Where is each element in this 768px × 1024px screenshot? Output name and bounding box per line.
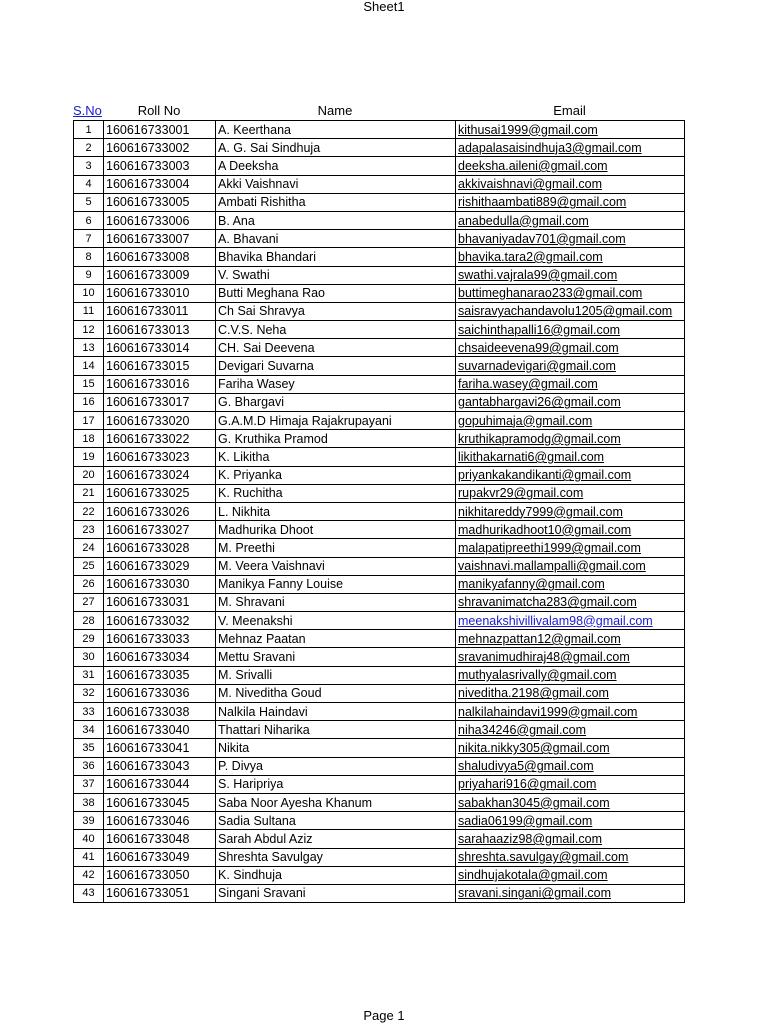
email-cell bbox=[456, 502, 685, 520]
sno-cell: 32 bbox=[74, 684, 104, 702]
name-cell: Bhavika Bhandari bbox=[216, 248, 456, 266]
roll-no-cell: 160616733001 bbox=[104, 121, 216, 139]
roll-no-cell: 160616733036 bbox=[104, 684, 216, 702]
email-cell bbox=[456, 375, 685, 393]
name-cell: A Deeksha bbox=[216, 157, 456, 175]
table-row bbox=[74, 557, 685, 575]
email-link[interactable]: shaludivya5@gmail.com bbox=[458, 759, 594, 774]
email-cell bbox=[456, 357, 685, 375]
email-link[interactable]: likithakarnati6@gmail.com bbox=[458, 449, 605, 464]
table-row bbox=[74, 393, 685, 411]
email-cell bbox=[456, 793, 685, 811]
email-link[interactable]: rupakvr29@gmail.com bbox=[458, 486, 584, 501]
email-cell bbox=[456, 812, 685, 830]
email-link[interactable]: meenakshivillivalam98@gmail.com bbox=[458, 613, 653, 628]
email-link[interactable]: madhurikadhoot10@gmail.com bbox=[458, 522, 632, 537]
sno-cell: 13 bbox=[74, 339, 104, 357]
column-header-name: Name bbox=[317, 103, 353, 118]
name-cell: Ch Sai Shravya bbox=[216, 302, 456, 320]
sno-cell: 27 bbox=[74, 593, 104, 611]
name-cell: C.V.S. Neha bbox=[216, 321, 456, 339]
email-cell bbox=[456, 284, 685, 302]
table-row bbox=[74, 412, 685, 430]
sno-cell: 20 bbox=[74, 466, 104, 484]
sno-cell: 12 bbox=[74, 321, 104, 339]
sno-cell: 15 bbox=[74, 375, 104, 393]
email-link[interactable]: sadia06199@gmail.com bbox=[458, 813, 593, 828]
email-cell bbox=[456, 739, 685, 757]
name-cell: Singani Sravani bbox=[216, 884, 456, 902]
email-cell bbox=[456, 430, 685, 448]
email-cell bbox=[456, 175, 685, 193]
email-cell bbox=[456, 230, 685, 248]
table-row bbox=[74, 648, 685, 666]
sno-cell: 25 bbox=[74, 557, 104, 575]
name-cell: Sadia Sultana bbox=[216, 812, 456, 830]
name-cell: Manikya Fanny Louise bbox=[216, 575, 456, 593]
email-cell bbox=[456, 266, 685, 284]
table-row bbox=[74, 139, 685, 157]
name-cell: G. Bhargavi bbox=[216, 393, 456, 411]
email-link[interactable]: saichinthapalli16@gmail.com bbox=[458, 322, 621, 337]
email-cell bbox=[456, 666, 685, 684]
sno-cell: 40 bbox=[74, 830, 104, 848]
email-link[interactable]: sarahaaziz98@gmail.com bbox=[458, 831, 603, 846]
email-link[interactable]: chsaideevena99@gmail.com bbox=[458, 340, 619, 355]
roll-no-cell: 160616733014 bbox=[104, 339, 216, 357]
sno-cell: 37 bbox=[74, 775, 104, 793]
email-link[interactable]: mehnazpattan12@gmail.com bbox=[458, 631, 621, 646]
roll-no-cell: 160616733026 bbox=[104, 502, 216, 520]
name-cell: S. Haripriya bbox=[216, 775, 456, 793]
roll-no-cell: 160616733051 bbox=[104, 884, 216, 902]
email-cell bbox=[456, 757, 685, 775]
table-row bbox=[74, 830, 685, 848]
column-header-sno[interactable]: S.No bbox=[73, 103, 102, 118]
table-row bbox=[74, 375, 685, 393]
email-link[interactable]: manikyafanny@gmail.com bbox=[458, 577, 605, 592]
table-row bbox=[74, 339, 685, 357]
name-cell: Mettu Sravani bbox=[216, 648, 456, 666]
roll-no-cell: 160616733009 bbox=[104, 266, 216, 284]
email-link[interactable]: shravanimatcha283@gmail.com bbox=[458, 595, 637, 610]
name-cell: K. Priyanka bbox=[216, 466, 456, 484]
sno-cell: 10 bbox=[74, 284, 104, 302]
sno-cell: 26 bbox=[74, 575, 104, 593]
table-row bbox=[74, 884, 685, 902]
column-header-roll-no: Roll No bbox=[137, 103, 181, 118]
email-cell bbox=[456, 339, 685, 357]
name-cell: Thattari Niharika bbox=[216, 721, 456, 739]
table-row bbox=[74, 302, 685, 320]
roll-no-cell: 160616733028 bbox=[104, 539, 216, 557]
table-row bbox=[74, 175, 685, 193]
name-cell: A. G. Sai Sindhuja bbox=[216, 139, 456, 157]
roll-no-cell: 160616733002 bbox=[104, 139, 216, 157]
table-row bbox=[74, 848, 685, 866]
table-row bbox=[74, 430, 685, 448]
email-cell bbox=[456, 302, 685, 320]
name-cell: K. Ruchitha bbox=[216, 484, 456, 502]
email-cell bbox=[456, 121, 685, 139]
roll-no-cell: 160616733016 bbox=[104, 375, 216, 393]
name-cell: Madhurika Dhoot bbox=[216, 521, 456, 539]
table-row bbox=[74, 211, 685, 229]
email-link[interactable]: saisravyachandavolu1205@gmail.com bbox=[458, 304, 673, 319]
name-cell: Nalkila Haindavi bbox=[216, 703, 456, 721]
email-cell bbox=[456, 884, 685, 902]
email-link[interactable]: kruthikapramodg@gmail.com bbox=[458, 431, 621, 446]
table-row bbox=[74, 266, 685, 284]
sno-cell: 11 bbox=[74, 302, 104, 320]
name-cell: Butti Meghana Rao bbox=[216, 284, 456, 302]
email-cell bbox=[456, 775, 685, 793]
roll-no-cell: 160616733038 bbox=[104, 703, 216, 721]
sno-cell: 17 bbox=[74, 412, 104, 430]
name-cell: Sarah Abdul Aziz bbox=[216, 830, 456, 848]
email-cell bbox=[456, 157, 685, 175]
email-link[interactable]: muthyalasrivally@gmail.com bbox=[458, 668, 617, 683]
table-row bbox=[74, 575, 685, 593]
name-cell: Devigari Suvarna bbox=[216, 357, 456, 375]
sno-cell: 30 bbox=[74, 648, 104, 666]
sno-cell: 7 bbox=[74, 230, 104, 248]
name-cell: V. Swathi bbox=[216, 266, 456, 284]
email-cell bbox=[456, 448, 685, 466]
sno-cell: 9 bbox=[74, 266, 104, 284]
email-link[interactable]: bhavika.tara2@gmail.com bbox=[458, 249, 603, 264]
sno-cell: 14 bbox=[74, 357, 104, 375]
table-row bbox=[74, 703, 685, 721]
table-row bbox=[74, 593, 685, 611]
name-cell: A. Keerthana bbox=[216, 121, 456, 139]
email-cell bbox=[456, 211, 685, 229]
roll-no-cell: 160616733034 bbox=[104, 648, 216, 666]
email-cell bbox=[456, 393, 685, 411]
table-row bbox=[74, 812, 685, 830]
email-cell bbox=[456, 830, 685, 848]
roll-no-cell: 160616733046 bbox=[104, 812, 216, 830]
name-cell: G. Kruthika Pramod bbox=[216, 430, 456, 448]
table-row bbox=[74, 757, 685, 775]
email-cell bbox=[456, 703, 685, 721]
email-cell bbox=[456, 866, 685, 884]
table-row bbox=[74, 666, 685, 684]
sno-cell: 36 bbox=[74, 757, 104, 775]
email-link[interactable]: malapatipreethi1999@gmail.com bbox=[458, 540, 641, 555]
email-link[interactable]: akkivaishnavi@gmail.com bbox=[458, 177, 602, 192]
email-link[interactable]: gopuhimaja@gmail.com bbox=[458, 413, 593, 428]
table-row bbox=[74, 484, 685, 502]
email-cell bbox=[456, 648, 685, 666]
roll-no-cell: 160616733027 bbox=[104, 521, 216, 539]
page-footer: Page 1 bbox=[363, 1008, 405, 1023]
email-link[interactable]: deeksha.aileni@gmail.com bbox=[458, 158, 608, 173]
name-cell: M. Shravani bbox=[216, 593, 456, 611]
email-cell bbox=[456, 521, 685, 539]
table-row bbox=[74, 230, 685, 248]
roll-no-cell: 160616733041 bbox=[104, 739, 216, 757]
table-row bbox=[74, 157, 685, 175]
name-cell: V. Meenakshi bbox=[216, 612, 456, 630]
sno-cell: 33 bbox=[74, 703, 104, 721]
name-cell: K. Likitha bbox=[216, 448, 456, 466]
sno-cell: 4 bbox=[74, 175, 104, 193]
roll-no-cell: 160616733003 bbox=[104, 157, 216, 175]
name-cell: M. Niveditha Goud bbox=[216, 684, 456, 702]
roll-no-cell: 160616733050 bbox=[104, 866, 216, 884]
sno-cell: 35 bbox=[74, 739, 104, 757]
roll-no-cell: 160616733049 bbox=[104, 848, 216, 866]
email-link[interactable]: sindhujakotala@gmail.com bbox=[458, 868, 608, 883]
name-cell: G.A.M.D Himaja Rajakrupayani bbox=[216, 412, 456, 430]
roll-no-cell: 160616733008 bbox=[104, 248, 216, 266]
roll-no-cell: 160616733005 bbox=[104, 193, 216, 211]
roll-no-cell: 160616733025 bbox=[104, 484, 216, 502]
email-link[interactable]: priyahari916@gmail.com bbox=[458, 777, 597, 792]
roll-no-cell: 160616733020 bbox=[104, 412, 216, 430]
roll-no-cell: 160616733013 bbox=[104, 321, 216, 339]
sno-cell: 8 bbox=[74, 248, 104, 266]
email-link[interactable]: sravani.singani@gmail.com bbox=[458, 886, 612, 901]
sno-cell: 3 bbox=[74, 157, 104, 175]
email-cell bbox=[456, 612, 685, 630]
table-row bbox=[74, 448, 685, 466]
name-cell: Ambati Rishitha bbox=[216, 193, 456, 211]
student-table bbox=[73, 120, 685, 903]
table-row bbox=[74, 775, 685, 793]
sno-cell: 2 bbox=[74, 139, 104, 157]
sno-cell: 16 bbox=[74, 393, 104, 411]
email-cell bbox=[456, 484, 685, 502]
name-cell: Nikita bbox=[216, 739, 456, 757]
sno-cell: 29 bbox=[74, 630, 104, 648]
sno-cell: 41 bbox=[74, 848, 104, 866]
roll-no-cell: 160616733023 bbox=[104, 448, 216, 466]
table-row bbox=[74, 284, 685, 302]
email-link[interactable]: sravanimudhiraj48@gmail.com bbox=[458, 650, 630, 665]
email-cell bbox=[456, 575, 685, 593]
table-row bbox=[74, 539, 685, 557]
email-cell bbox=[456, 721, 685, 739]
table-row bbox=[74, 721, 685, 739]
sno-cell: 23 bbox=[74, 521, 104, 539]
column-header-email: Email bbox=[553, 103, 586, 118]
roll-no-cell: 160616733007 bbox=[104, 230, 216, 248]
roll-no-cell: 160616733011 bbox=[104, 302, 216, 320]
sno-cell: 42 bbox=[74, 866, 104, 884]
sno-cell: 28 bbox=[74, 612, 104, 630]
email-link[interactable]: adapalasaisindhuja3@gmail.com bbox=[458, 140, 642, 155]
roll-no-cell: 160616733040 bbox=[104, 721, 216, 739]
email-link[interactable]: niha34246@gmail.com bbox=[458, 722, 587, 737]
email-cell bbox=[456, 466, 685, 484]
table-row bbox=[74, 248, 685, 266]
roll-no-cell: 160616733043 bbox=[104, 757, 216, 775]
email-link[interactable]: priyankakandikanti@gmail.com bbox=[458, 468, 632, 483]
name-cell: Shreshta Savulgay bbox=[216, 848, 456, 866]
roll-no-cell: 160616733031 bbox=[104, 593, 216, 611]
roll-no-cell: 160616733044 bbox=[104, 775, 216, 793]
email-link[interactable]: buttimeghanarao233@gmail.com bbox=[458, 286, 643, 301]
name-cell: P. Divya bbox=[216, 757, 456, 775]
roll-no-cell: 160616733035 bbox=[104, 666, 216, 684]
email-link[interactable]: kithusai1999@gmail.com bbox=[458, 122, 598, 137]
email-link[interactable]: gantabhargavi26@gmail.com bbox=[458, 395, 621, 410]
email-cell bbox=[456, 139, 685, 157]
email-link[interactable]: nalkilahaindavi1999@gmail.com bbox=[458, 704, 638, 719]
email-cell bbox=[456, 412, 685, 430]
table-row bbox=[74, 739, 685, 757]
email-link[interactable]: nikita.nikky305@gmail.com bbox=[458, 740, 610, 755]
roll-no-cell: 160616733033 bbox=[104, 630, 216, 648]
email-link[interactable]: niveditha.2198@gmail.com bbox=[458, 686, 609, 701]
email-cell bbox=[456, 848, 685, 866]
email-cell bbox=[456, 593, 685, 611]
email-link[interactable]: bhavaniyadav701@gmail.com bbox=[458, 231, 626, 246]
roll-no-cell: 160616733048 bbox=[104, 830, 216, 848]
table-row bbox=[74, 612, 685, 630]
email-cell bbox=[456, 539, 685, 557]
email-cell bbox=[456, 321, 685, 339]
sno-cell: 39 bbox=[74, 812, 104, 830]
name-cell: L. Nikhita bbox=[216, 502, 456, 520]
table-row bbox=[74, 684, 685, 702]
email-link[interactable]: fariha.wasey@gmail.com bbox=[458, 377, 598, 392]
sno-cell: 21 bbox=[74, 484, 104, 502]
roll-no-cell: 160616733022 bbox=[104, 430, 216, 448]
sno-cell: 5 bbox=[74, 193, 104, 211]
sno-cell: 1 bbox=[74, 121, 104, 139]
table-row bbox=[74, 193, 685, 211]
email-cell bbox=[456, 248, 685, 266]
page-header: Sheet1 bbox=[363, 0, 405, 14]
student-table-body bbox=[74, 121, 685, 903]
name-cell: Saba Noor Ayesha Khanum bbox=[216, 793, 456, 811]
table-row bbox=[74, 866, 685, 884]
email-cell bbox=[456, 684, 685, 702]
sno-cell: 22 bbox=[74, 502, 104, 520]
sno-cell: 19 bbox=[74, 448, 104, 466]
sno-cell: 18 bbox=[74, 430, 104, 448]
roll-no-cell: 160616733032 bbox=[104, 612, 216, 630]
sno-cell: 38 bbox=[74, 793, 104, 811]
roll-no-cell: 160616733015 bbox=[104, 357, 216, 375]
name-cell: K. Sindhuja bbox=[216, 866, 456, 884]
roll-no-cell: 160616733024 bbox=[104, 466, 216, 484]
column-headers bbox=[73, 103, 684, 119]
email-cell bbox=[456, 193, 685, 211]
table-row bbox=[74, 121, 685, 139]
name-cell: A. Bhavani bbox=[216, 230, 456, 248]
name-cell: Fariha Wasey bbox=[216, 375, 456, 393]
email-cell bbox=[456, 630, 685, 648]
email-link[interactable]: shreshta.savulgay@gmail.com bbox=[458, 850, 629, 865]
roll-no-cell: 160616733017 bbox=[104, 393, 216, 411]
roll-no-cell: 160616733006 bbox=[104, 211, 216, 229]
email-link[interactable]: anabedulla@gmail.com bbox=[458, 213, 589, 228]
name-cell: CH. Sai Deevena bbox=[216, 339, 456, 357]
email-link[interactable]: vaishnavi.mallampalli@gmail.com bbox=[458, 559, 646, 574]
table-row bbox=[74, 630, 685, 648]
sno-cell: 6 bbox=[74, 211, 104, 229]
sno-cell: 24 bbox=[74, 539, 104, 557]
name-cell: Akki Vaishnavi bbox=[216, 175, 456, 193]
email-link[interactable]: suvarnadevigari@gmail.com bbox=[458, 359, 616, 374]
sno-cell: 43 bbox=[74, 884, 104, 902]
name-cell: Mehnaz Paatan bbox=[216, 630, 456, 648]
table-row bbox=[74, 357, 685, 375]
roll-no-cell: 160616733045 bbox=[104, 793, 216, 811]
roll-no-cell: 160616733004 bbox=[104, 175, 216, 193]
roll-no-cell: 160616733030 bbox=[104, 575, 216, 593]
name-cell: B. Ana bbox=[216, 211, 456, 229]
table-row bbox=[74, 502, 685, 520]
email-cell bbox=[456, 557, 685, 575]
roll-no-cell: 160616733029 bbox=[104, 557, 216, 575]
table-row bbox=[74, 521, 685, 539]
table-row bbox=[74, 321, 685, 339]
email-link[interactable]: swathi.vajrala99@gmail.com bbox=[458, 268, 618, 283]
email-link[interactable]: rishithaambati889@gmail.com bbox=[458, 195, 627, 210]
table-row bbox=[74, 466, 685, 484]
name-cell: M. Preethi bbox=[216, 539, 456, 557]
name-cell: M. Srivalli bbox=[216, 666, 456, 684]
email-link[interactable]: nikhitareddy7999@gmail.com bbox=[458, 504, 623, 519]
sno-cell: 34 bbox=[74, 721, 104, 739]
sno-cell: 31 bbox=[74, 666, 104, 684]
roll-no-cell: 160616733010 bbox=[104, 284, 216, 302]
email-link[interactable]: sabakhan3045@gmail.com bbox=[458, 795, 610, 810]
table-row bbox=[74, 793, 685, 811]
name-cell: M. Veera Vaishnavi bbox=[216, 557, 456, 575]
